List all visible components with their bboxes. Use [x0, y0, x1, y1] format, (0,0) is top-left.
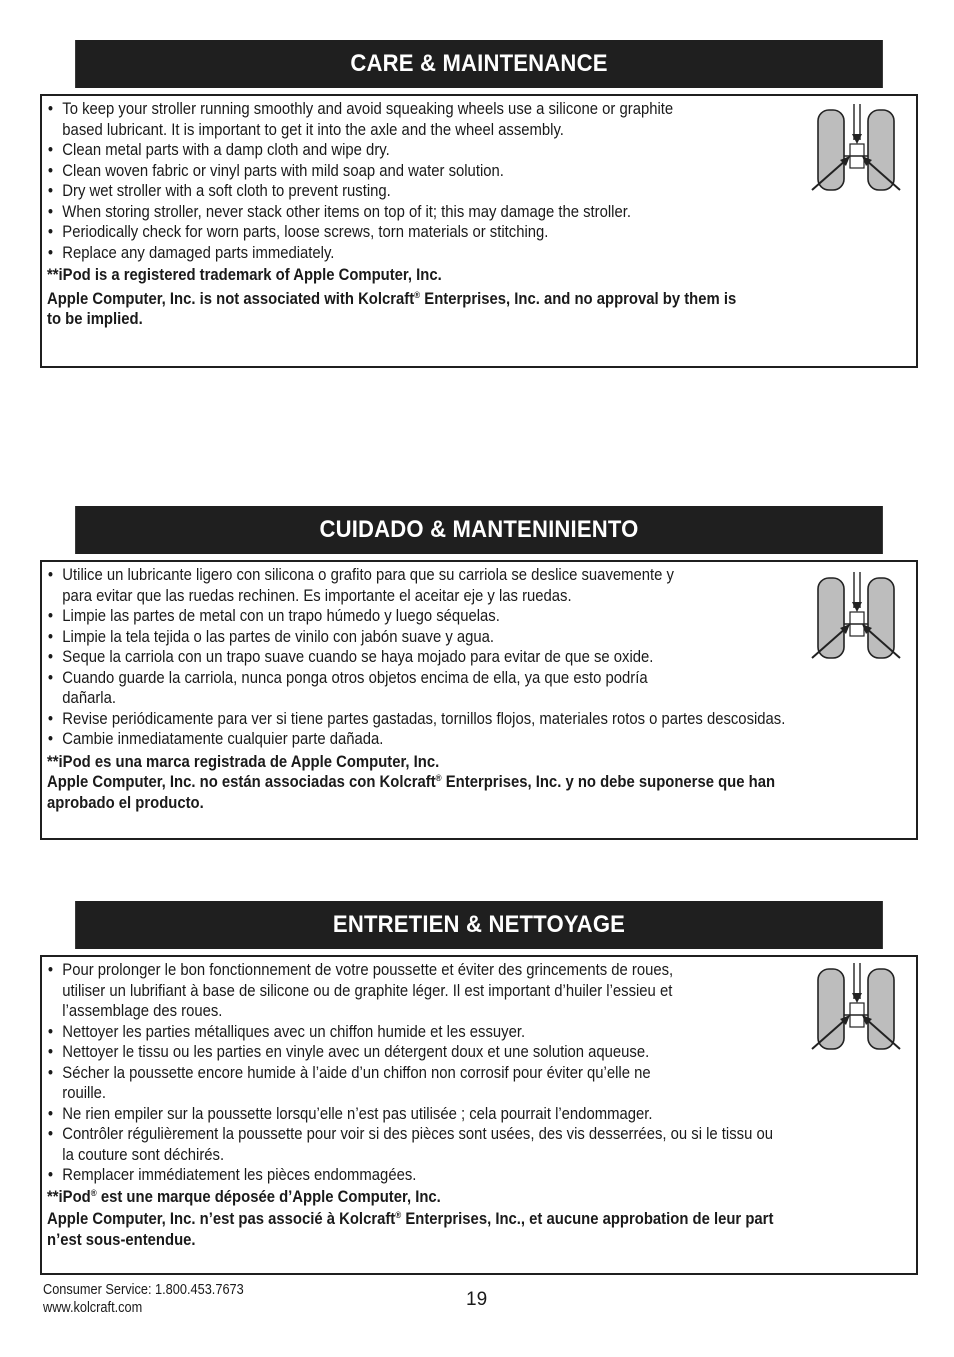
- disclaimer-note: Apple Computer, Inc. n’est pas associé à Kolcraft® Enterprises, Inc., et aucune approbation de leur part n’est sous-entendue.: [47, 1210, 774, 1249]
- care-maintenance-section: [40, 40, 918, 368]
- section-title: ENTRETIEN & NETTOYAGE: [75, 901, 883, 949]
- list-item-continuation: para evitar que las ruedas rechinen. Es importante el aceitar eje y las ruedas.: [62, 586, 572, 605]
- disclaimer-note: Apple Computer, Inc. is not associated with Kolcraft® Enterprises, Inc. and no approval by them is to be implied.: [47, 289, 737, 328]
- list-item: • Limpie la tela tejida o las partes de vinilo con jabón suave y agua.: [47, 627, 495, 646]
- instruction-list: [47, 99, 823, 263]
- website-link[interactable]: www.kolcraft.com: [43, 1300, 143, 1316]
- trademark-note: **iPod is a registered trademark of Apple Computer, Inc.: [47, 266, 442, 284]
- list-item: • Clean metal parts with a damp cloth and wipe dry.: [47, 141, 390, 159]
- list-item: • Clean woven fabric or vinyl parts with mild soap and water solution.: [47, 161, 504, 180]
- list-item: • Revise periódicamente para ver si tiene partes gastadas, tornillos flojos, materiales rotos o partes descosidas.: [47, 709, 786, 728]
- list-item: • Limpie las partes de metal con un trapo húmedo y luego séquelas.: [47, 607, 500, 625]
- list-item-continuation: rouille.: [62, 1084, 107, 1102]
- list-item: • Dry wet stroller with a soft cloth to prevent rusting.: [47, 182, 391, 200]
- instruction-list: [47, 960, 823, 1186]
- list-item: • Replace any damaged parts immediately.: [47, 243, 335, 262]
- trademark-note: **iPod es una marca registrada de Apple Computer, Inc.: [47, 752, 440, 771]
- section-title: CARE & MAINTENANCE: [75, 40, 883, 88]
- list-item: • To keep your stroller running smoothly and avoid squeaking wheels use a silicone or graphite: [47, 100, 674, 118]
- section-title: CUIDADO & MANTENINIENTO: [75, 506, 883, 554]
- list-item: • Pour prolonger le bon fonctionnement de votre poussette et éviter des grincements de roues,: [47, 961, 674, 979]
- list-item: • When storing stroller, never stack other items on top of it; this may damage the stroller.: [47, 202, 631, 221]
- list-item-continuation: la couture sont déchirés.: [62, 1145, 225, 1164]
- list-item: • Ne rien empiler sur la poussette lorsqu’elle n’est pas utilisée ; cela pourrait l’endommager.: [47, 1104, 653, 1123]
- list-item-continuation: l’assemblage des roues.: [62, 1002, 223, 1020]
- disclaimer-note: Apple Computer, Inc. no están associadas con Kolcraft® Enterprises, Inc. y no debe suponerse que han aprobado el producto.: [47, 773, 776, 812]
- list-item: • Cuando guarde la carriola, nunca ponga otros objetos encima de ella, ya que esto podría: [47, 668, 648, 687]
- list-item: • Periodically check for worn parts, loose screws, torn materials or stitching.: [47, 223, 549, 241]
- cuidado-manteniniento-section: [40, 506, 918, 840]
- section-body: [40, 955, 918, 1275]
- instruction-list: [47, 565, 823, 750]
- section-body: [40, 94, 918, 368]
- list-item-continuation: utiliser un lubrifiant à base de silicone ou de graphite léger. Il est important d’huiler l’essieu et: [62, 981, 673, 1000]
- entretien-nettoyage-section: [40, 901, 918, 1275]
- wheel-lubrication-diagram-icon: [810, 963, 902, 1055]
- page-footer: [43, 1281, 244, 1317]
- wheel-lubrication-diagram-icon: [810, 572, 902, 664]
- list-item: • Contrôler régulièrement la poussette pour voir si des pièces sont usées, des vis desserrées, ou si le tissu ou: [47, 1125, 773, 1143]
- wheel-lubrication-diagram-icon: [810, 104, 902, 196]
- list-item: • Remplacer immédiatement les pièces endommagées.: [47, 1166, 417, 1184]
- list-item: • Sécher la poussette encore humide à l’aide d’un chiffon non corrosif pour éviter qu’elle ne: [47, 1063, 651, 1082]
- list-item: • Utilice un lubricante ligero con silicona o grafito para que su carriola se deslice suavemente y: [47, 566, 674, 584]
- list-item: • Seque la carriola con un trapo suave cuando se haya mojado para evitar de que se oxide.: [47, 648, 654, 666]
- page-number: 19: [466, 1289, 488, 1310]
- list-item-continuation: based lubricant. It is important to get it into the axle and the wheel assembly.: [62, 120, 564, 139]
- trademark-note: **iPod® est une marque déposée d’Apple Computer, Inc.: [47, 1187, 441, 1206]
- list-item: • Nettoyer les parties métalliques avec un chiffon humide et les essuyer.: [47, 1022, 526, 1041]
- section-body: [40, 560, 918, 840]
- list-item-continuation: dañarla.: [62, 689, 116, 707]
- list-item: • Nettoyer le tissu ou les parties en vinyle avec un détergent doux et une solution aqueuse.: [47, 1043, 650, 1061]
- list-item: • Cambie inmediatamente cualquier parte dañada.: [47, 730, 384, 748]
- consumer-service-phone: Consumer Service: 1.800.453.7673: [43, 1282, 244, 1298]
